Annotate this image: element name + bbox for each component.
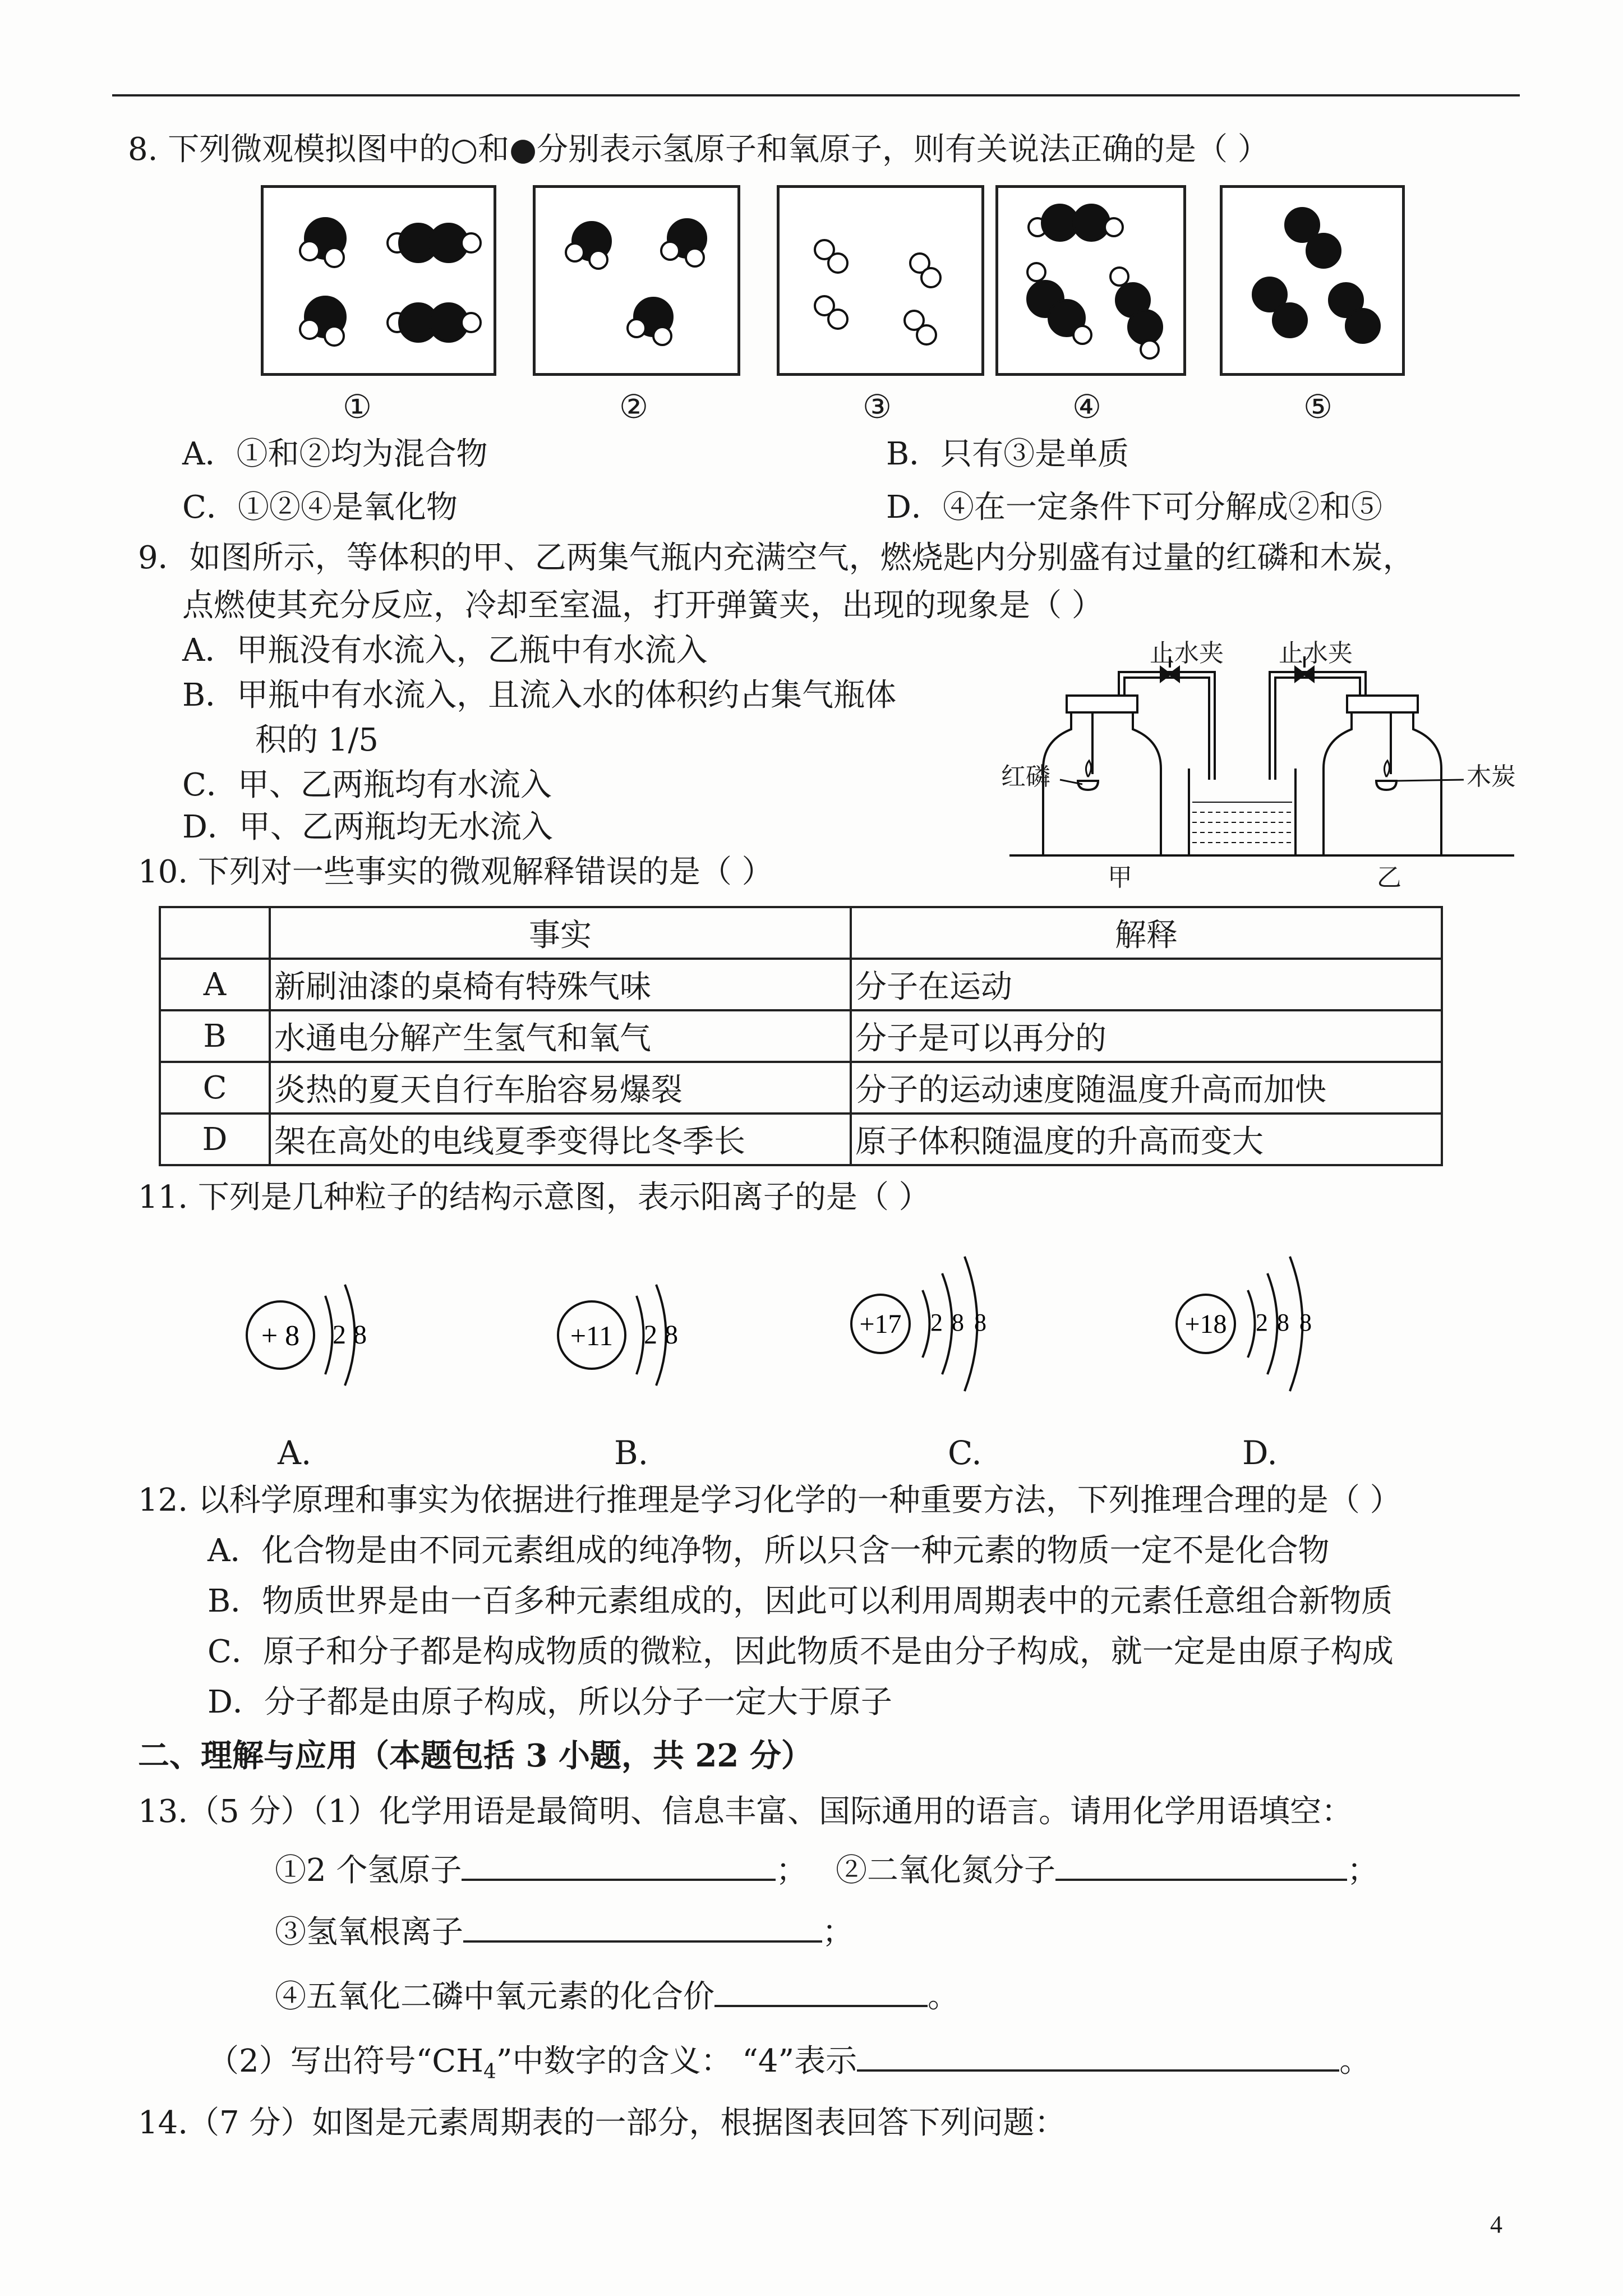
q11-stem: 11. 下列是几种粒子的结构示意图，表示阳离子的是（ ） [138, 1179, 930, 1216]
particle-diagram-d [1172, 1240, 1363, 1408]
q13-item-4 [275, 1977, 959, 2017]
q8-panel-4 [995, 185, 1186, 376]
water-clamp-left-label: 止水夹 [1150, 639, 1224, 668]
q8-panel-3 [777, 185, 984, 376]
molecule-diagram-5 [1223, 188, 1402, 373]
shell-electrons: 8 [974, 1309, 986, 1336]
micro-explanation-table [159, 906, 1443, 1166]
row-explain: 原子体积随温度的升高而变大 [851, 1114, 1442, 1165]
row-explain: 分子在运动 [851, 959, 1442, 1010]
shell-electrons: 8 [1299, 1309, 1312, 1336]
q13-item-3 [275, 1913, 854, 1952]
red-phosphorus-label: 红磷 [1001, 762, 1050, 791]
q12-option-a[interactable]: A．化合物是由不同元素组成的纯净物，所以只含一种元素的物质一定不是化合物 [208, 1533, 1330, 1569]
shell-electrons: 8 [353, 1320, 367, 1350]
q9-option-c[interactable]: C．甲、乙两瓶均有水流入 [182, 767, 552, 803]
page-number: 4 [1490, 2211, 1502, 2238]
q13-part-2-label-b: ”中数字的含义： “4”表示 [496, 2043, 857, 2079]
section-2-title: 二、理解与应用（本题包括 3 小题，共 22 分） [138, 1737, 813, 1774]
q8-panel-1 [261, 185, 496, 376]
q13-item-2-label: ②二氧化氮分子 [836, 1852, 1055, 1889]
row-key: D [160, 1114, 270, 1165]
q13-answer-blank-3[interactable] [463, 1940, 822, 1943]
row-fact: 水通电分解产生氢气和氧气 [270, 1010, 851, 1062]
table-header-explain: 解释 [851, 907, 1442, 959]
row-fact: 架在高处的电线夏季变得比冬季长 [270, 1114, 851, 1165]
table-row[interactable] [160, 1010, 1442, 1062]
q12-option-d[interactable]: D．分子都是由原子构成，所以分子一定大于原子 [208, 1684, 892, 1720]
row-explain: 分子的运动速度随温度升高而加快 [851, 1062, 1442, 1114]
shell-electrons: 8 [665, 1320, 678, 1350]
q13-part-2-sep: 。 [1339, 2043, 1371, 2079]
q13-answer-blank-5[interactable] [857, 2069, 1339, 2072]
q8-option-c[interactable]: C．①②④是氧化物 [182, 489, 458, 526]
q8-option-a[interactable]: A．①和②均为混合物 [182, 436, 488, 472]
q13-answer-blank-1[interactable] [462, 1879, 776, 1881]
q12-option-b[interactable]: B．物质世界是由一百多种元素组成的，因此可以利用周期表中的元素任意组合新物质 [208, 1583, 1393, 1619]
molecule-diagram-3 [780, 188, 981, 373]
q11-option-d[interactable]: D. [1242, 1434, 1278, 1472]
q8-panel-label-2: ② [619, 388, 648, 426]
q8-option-d[interactable]: D．④在一定条件下可分解成②和⑤ [886, 489, 1382, 526]
particle-diagram-c [847, 1240, 1026, 1408]
shell-electrons: 8 [952, 1309, 964, 1336]
q13-item-2-sep: ； [1347, 1852, 1378, 1889]
q9-option-a[interactable]: A．甲瓶没有水流入，乙瓶中有水流入 [182, 632, 708, 669]
q11-option-a[interactable]: A. [278, 1434, 312, 1472]
nucleus-charge: +17 [859, 1309, 902, 1339]
table-row[interactable] [160, 959, 1442, 1010]
particle-diagram-b [552, 1262, 709, 1408]
q12-option-c[interactable]: C．原子和分子都是构成物质的微粒，因此物质不是由分子构成，就一定是由原子构成 [208, 1634, 1394, 1670]
shell-electrons: 2 [930, 1309, 943, 1336]
q12-stem: 12. 以科学原理和事实为依据进行推理是学习化学的一种重要方法，下列推理合理的是（ ） [138, 1482, 1401, 1519]
header-rule [112, 94, 1520, 96]
q8-panel-label-3: ③ [863, 388, 892, 426]
q8-panel-label-1: ① [343, 388, 372, 426]
q9-stem-line1: 9．如图所示，等体积的甲、乙两集气瓶内充满空气，燃烧匙内分别盛有过量的红磷和木炭， [138, 540, 1414, 576]
q9-option-d[interactable]: D．甲、乙两瓶均无水流入 [182, 809, 553, 845]
molecule-diagram-4 [998, 188, 1183, 373]
nucleus-charge: +18 [1184, 1309, 1227, 1339]
q9-stem-line2: 点燃使其充分反应，冷却至室温，打开弹簧夹，出现的现象是（ ） [182, 587, 1103, 624]
row-key: B [160, 1010, 270, 1062]
q8-panel-label-4: ④ [1072, 388, 1101, 426]
q8-stem: 8. 下列微观模拟图中的○和●分别表示氢原子和氧原子，则有关说法正确的是（ ） [128, 131, 1269, 168]
molecule-diagram-1 [264, 188, 494, 373]
q9-option-b-cont: 积的 1/5 [255, 722, 379, 758]
particle-diagram-a [241, 1262, 398, 1408]
row-key: C [160, 1062, 270, 1114]
q13-item-1 [275, 1851, 807, 1890]
row-fact: 新刷油漆的桌椅有特殊气味 [270, 959, 851, 1010]
charcoal-label: 木炭 [1467, 762, 1516, 791]
bottle-yi-label: 乙 [1377, 863, 1401, 892]
q11-option-b[interactable]: B. [614, 1434, 649, 1472]
q13-item-3-sep: ； [822, 1914, 854, 1950]
q13-item-2 [836, 1851, 1378, 1890]
q8-panel-2 [533, 185, 740, 376]
q8-option-b[interactable]: B．只有③是单质 [886, 436, 1129, 472]
q8-panel-5 [1220, 185, 1405, 376]
q11-option-c[interactable]: C. [948, 1434, 982, 1472]
q14-stem: 14.（7 分）如图是元素周期表的一部分，根据图表回答下列问题： [138, 2105, 1066, 2141]
table-header-key [160, 907, 270, 959]
water-clamp-right-label: 止水夹 [1279, 639, 1353, 668]
q10-stem: 10. 下列对一些事实的微观解释错误的是（ ） [138, 854, 773, 890]
shell-electrons: 2 [333, 1320, 346, 1350]
table-row[interactable] [160, 1114, 1442, 1165]
bottle-jia-label: 甲 [1108, 863, 1132, 892]
row-key: A [160, 959, 270, 1010]
q13-answer-blank-4[interactable] [714, 2005, 928, 2007]
q13-item-1-sep: ； [776, 1852, 808, 1889]
q8-panel-label-5: ⑤ [1303, 388, 1332, 426]
shell-electrons: 8 [1277, 1309, 1289, 1336]
table-header-fact: 事实 [270, 907, 851, 959]
gas-bottle-apparatus [1004, 634, 1520, 869]
row-fact: 炎热的夏天自行车胎容易爆裂 [270, 1062, 851, 1114]
nucleus-charge: +11 [570, 1320, 614, 1351]
q13-item-4-sep: 。 [928, 1978, 959, 2015]
q13-item-4-label: ④五氧化二磷中氧元素的化合价 [275, 1978, 714, 2015]
table-row[interactable] [160, 1062, 1442, 1114]
shell-electrons: 2 [1256, 1309, 1268, 1336]
q13-item-3-label: ③氢氧根离子 [275, 1914, 463, 1950]
q13-part-2-label-a: （2）写出符号“CH [208, 2043, 483, 2079]
nucleus-charge: + 8 [261, 1320, 300, 1352]
molecule-diagram-2 [536, 188, 737, 373]
table-header-row [160, 907, 1442, 959]
q13-stem: 13.（5 分）（1）化学用语是最简明、信息丰富、国际通用的语言。请用化学用语填空： [138, 1793, 1353, 1830]
q13-part-2 [208, 2042, 1371, 2092]
row-explain: 分子是可以再分的 [851, 1010, 1442, 1062]
q13-item-1-label: ①2 个氢原子 [275, 1852, 462, 1889]
shell-electrons: 2 [644, 1320, 657, 1350]
q9-option-b[interactable]: B．甲瓶中有水流入，且流入水的体积约占集气瓶体 [182, 677, 897, 714]
q13-answer-blank-2[interactable] [1055, 1879, 1347, 1881]
q13-part-2-subscript: 4 [483, 2060, 496, 2084]
